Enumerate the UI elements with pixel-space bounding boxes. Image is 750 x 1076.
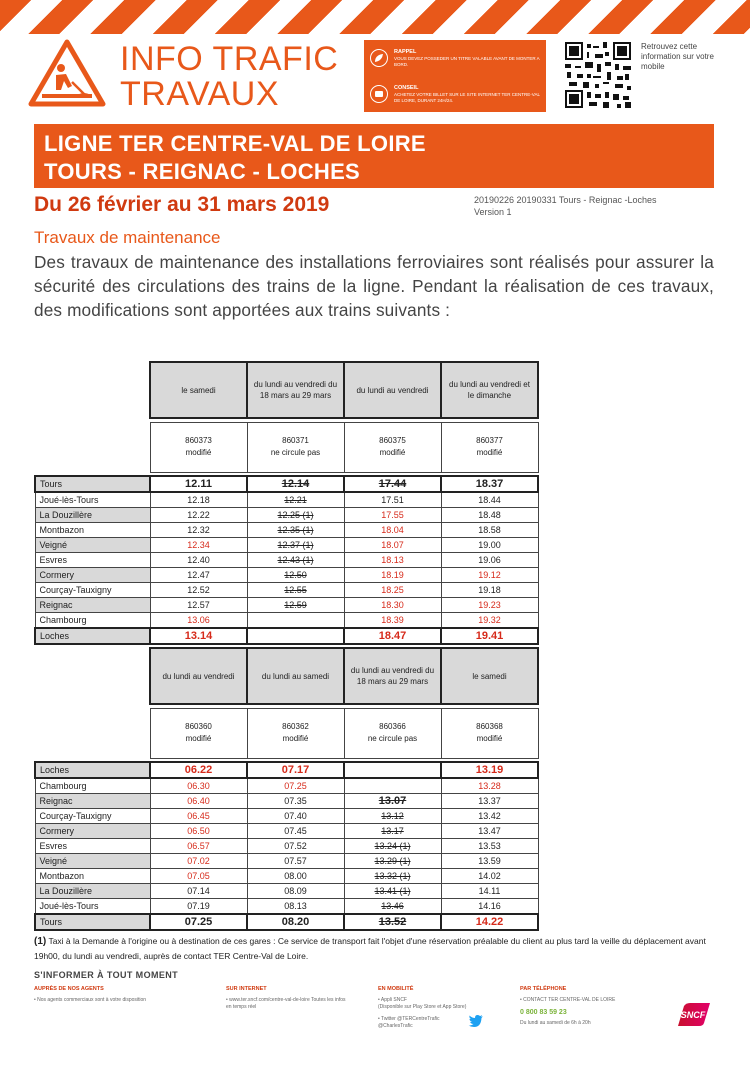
departure-time: 13.47 bbox=[441, 824, 538, 839]
table-row bbox=[35, 628, 538, 644]
departure-time: 12.52 bbox=[150, 583, 247, 598]
footnote-text: Taxi à la Demande à l'origine ou à destination de ces gares : Ce service de transport fait l'objet d'une réservation préalable du client au plus tard la veille du déplacement avant 19h00, du lundi au vendredi, auprès de contact TER Centre-Val de Loire. bbox=[34, 936, 706, 961]
train-status: modifié bbox=[185, 734, 212, 743]
footnote-mark: (1) bbox=[34, 936, 47, 947]
info-mobile bbox=[378, 986, 468, 1030]
info-heading: S'INFORMER À TOUT MOMENT bbox=[34, 970, 179, 980]
departure-time: 13.28 bbox=[441, 778, 538, 794]
table-row bbox=[35, 899, 538, 915]
agents-text: • Nos agents commerciaux sont à votre disposition bbox=[34, 996, 147, 1003]
station-name: Montbazon bbox=[35, 523, 150, 538]
promo-conseil bbox=[364, 76, 546, 112]
train-status: ne circule pas bbox=[270, 448, 321, 457]
train-status: modifié bbox=[476, 734, 503, 743]
departure-time: 12.55 bbox=[247, 583, 344, 598]
t1-train-col2 bbox=[247, 422, 344, 472]
train-number: 860366 bbox=[379, 722, 406, 731]
station-name: Montbazon bbox=[35, 869, 150, 884]
reference-version: Version 1 bbox=[474, 207, 512, 218]
departure-time bbox=[247, 613, 344, 629]
departure-time: 07.45 bbox=[247, 824, 344, 839]
departure-time: 13.29 (1) bbox=[344, 854, 441, 869]
train-number: 860362 bbox=[282, 722, 309, 731]
promo-box bbox=[364, 40, 546, 112]
departure-time: 19.06 bbox=[441, 553, 538, 568]
t1-header-col3: du lundi au vendredi bbox=[344, 362, 441, 418]
table-row bbox=[35, 508, 538, 523]
table-row bbox=[35, 538, 538, 553]
departure-time: 12.14 bbox=[247, 476, 344, 492]
departure-time: 18.13 bbox=[344, 553, 441, 568]
internet-text[interactable]: • www.ter.sncf.com/centre-val-de-loire Toutes les infos en temps réel bbox=[226, 996, 346, 1010]
departure-time: 13.42 bbox=[441, 809, 538, 824]
timetable-loches-tours bbox=[34, 647, 539, 931]
departure-time: 18.25 bbox=[344, 583, 441, 598]
departure-time: 07.05 bbox=[150, 869, 247, 884]
table-row bbox=[35, 762, 538, 778]
station-name: La Douzillère bbox=[35, 508, 150, 523]
departure-time: 06.40 bbox=[150, 794, 247, 809]
phone-hours: Du lundi au samedi de 6h à 20h bbox=[520, 1020, 591, 1027]
t2-header-col1: du lundi au vendredi bbox=[150, 648, 247, 704]
promo-conseil-heading: CONSEIL bbox=[394, 84, 419, 91]
departure-time: 18.37 bbox=[441, 476, 538, 492]
departure-time: 07.35 bbox=[247, 794, 344, 809]
departure-time: 07.14 bbox=[150, 884, 247, 899]
station-name: Veigné bbox=[35, 538, 150, 553]
agents-label: AUPRÈS DE NOS AGENTS bbox=[34, 986, 104, 992]
train-number: 860371 bbox=[282, 436, 309, 445]
leaves-icon bbox=[370, 49, 388, 67]
departure-time: 19.12 bbox=[441, 568, 538, 583]
date-range: Du 26 février au 31 mars 2019 bbox=[34, 193, 330, 216]
qr-code-icon bbox=[565, 42, 631, 108]
t2-train-col3 bbox=[344, 708, 441, 758]
t2-header-col3: du lundi au vendredi du 18 mars au 29 mars bbox=[344, 648, 441, 704]
departure-time: 12.57 bbox=[150, 598, 247, 613]
sncf-logo bbox=[672, 1002, 712, 1028]
info-internet bbox=[226, 986, 346, 1011]
departure-time: 18.04 bbox=[344, 523, 441, 538]
table-row bbox=[35, 583, 538, 598]
departure-time: 06.30 bbox=[150, 778, 247, 794]
title-info-trafic: INFO TRAFIC bbox=[120, 40, 339, 78]
departure-time: 18.48 bbox=[441, 508, 538, 523]
mobile-twitter[interactable]: • Twitter @TERCentreTrafic @CharlesTrafic bbox=[378, 1015, 440, 1029]
station-name: Loches bbox=[35, 762, 150, 778]
promo-rappel bbox=[364, 40, 546, 76]
train-status: modifié bbox=[379, 448, 406, 457]
promo-rappel-text: VOUS DEVEZ POSSEDER UN TITRE VALABLE AVANT DE MONTER A BORD. bbox=[394, 55, 540, 67]
departure-time: 13.37 bbox=[441, 794, 538, 809]
departure-time: 06.22 bbox=[150, 762, 247, 778]
phone-number[interactable]: 0 800 83 59 23 bbox=[520, 1008, 567, 1016]
train-number: 860368 bbox=[476, 722, 503, 731]
station-name: Reignac bbox=[35, 794, 150, 809]
table-row bbox=[35, 794, 538, 809]
station-name: Esvres bbox=[35, 553, 150, 568]
table-row bbox=[35, 869, 538, 884]
table-row bbox=[35, 568, 538, 583]
departure-time bbox=[344, 762, 441, 778]
train-number: 860360 bbox=[185, 722, 212, 731]
departure-time: 12.32 bbox=[150, 523, 247, 538]
line-banner bbox=[34, 124, 714, 188]
train-number: 860373 bbox=[185, 436, 212, 445]
info-phone bbox=[520, 986, 650, 1027]
departure-time: 19.23 bbox=[441, 598, 538, 613]
departure-time: 07.25 bbox=[247, 778, 344, 794]
departure-time: 18.44 bbox=[441, 492, 538, 508]
t1-train-col3 bbox=[344, 422, 441, 472]
departure-time: 14.11 bbox=[441, 884, 538, 899]
departure-time: 12.22 bbox=[150, 508, 247, 523]
departure-time: 07.40 bbox=[247, 809, 344, 824]
departure-time bbox=[344, 778, 441, 794]
intro-paragraph: Des travaux de maintenance des installations ferroviaires sont réalisés pour assurer la sécurité des circulations des trains de la ligne. Pendant la réalisation de ces travaux, des modifications sont apportées aux trains suivants : bbox=[34, 252, 714, 321]
departure-time: 13.53 bbox=[441, 839, 538, 854]
phone-contact: • CONTACT TER CENTRE-VAL DE LOIRE bbox=[520, 996, 616, 1003]
table-row bbox=[35, 914, 538, 930]
departure-time: 12.40 bbox=[150, 553, 247, 568]
mobile-app-sub: (Disponible sur Play Store et App Store) bbox=[378, 1003, 467, 1010]
table-row bbox=[35, 778, 538, 794]
departure-time: 13.46 bbox=[344, 899, 441, 915]
departure-time: 12.43 (1) bbox=[247, 553, 344, 568]
departure-time: 19.18 bbox=[441, 583, 538, 598]
t1-header-col2: du lundi au vendredi du 18 mars au 29 mars bbox=[247, 362, 344, 418]
departure-time: 13.06 bbox=[150, 613, 247, 629]
info-agents bbox=[34, 986, 194, 1004]
departure-time: 13.07 bbox=[344, 794, 441, 809]
departure-time: 12.47 bbox=[150, 568, 247, 583]
table-row bbox=[35, 492, 538, 508]
departure-time: 12.18 bbox=[150, 492, 247, 508]
departure-time: 12.25 (1) bbox=[247, 508, 344, 523]
departure-time: 08.13 bbox=[247, 899, 344, 915]
station-name: Reignac bbox=[35, 598, 150, 613]
station-name: Chambourg bbox=[35, 778, 150, 794]
departure-time: 07.25 bbox=[150, 914, 247, 930]
departure-time: 18.39 bbox=[344, 613, 441, 629]
t1-rows bbox=[35, 476, 538, 644]
t2-train-col4 bbox=[441, 708, 538, 758]
departure-time: 06.45 bbox=[150, 809, 247, 824]
station-name: Veigné bbox=[35, 854, 150, 869]
banner-route: TOURS - REIGNAC - LOCHES bbox=[44, 159, 361, 184]
internet-label: SUR INTERNET bbox=[226, 986, 267, 992]
departure-time: 14.22 bbox=[441, 914, 538, 930]
document-reference bbox=[474, 194, 656, 218]
t1-header-col4: du lundi au vendredi et le dimanche bbox=[441, 362, 538, 418]
station-name: La Douzillère bbox=[35, 884, 150, 899]
train-status: modifié bbox=[185, 448, 212, 457]
departure-time: 17.44 bbox=[344, 476, 441, 492]
timetable-tours-loches bbox=[34, 361, 539, 645]
departure-time: 12.21 bbox=[247, 492, 344, 508]
t1-train-col1 bbox=[150, 422, 247, 472]
section-title: Travaux de maintenance bbox=[34, 228, 221, 247]
departure-time: 13.24 (1) bbox=[344, 839, 441, 854]
t1-train-col4 bbox=[441, 422, 538, 472]
departure-time: 12.35 (1) bbox=[247, 523, 344, 538]
departure-time: 06.57 bbox=[150, 839, 247, 854]
roadworks-icon bbox=[28, 38, 106, 108]
table-row bbox=[35, 613, 538, 629]
table-row bbox=[35, 809, 538, 824]
train-status: modifié bbox=[476, 448, 503, 457]
departure-time: 07.57 bbox=[247, 854, 344, 869]
table-row bbox=[35, 824, 538, 839]
hazard-stripes bbox=[0, 0, 750, 34]
departure-time: 12.59 bbox=[247, 598, 344, 613]
station-name: Joué-lès-Tours bbox=[35, 492, 150, 508]
table-row bbox=[35, 839, 538, 854]
station-name: Esvres bbox=[35, 839, 150, 854]
departure-time: 13.41 (1) bbox=[344, 884, 441, 899]
departure-time: 13.32 (1) bbox=[344, 869, 441, 884]
mobile-app: • Appli SNCF bbox=[378, 996, 407, 1003]
departure-time: 18.30 bbox=[344, 598, 441, 613]
train-status: modifié bbox=[282, 734, 309, 743]
table-row bbox=[35, 523, 538, 538]
phone-label: PAR TÉLÉPHONE bbox=[520, 986, 567, 992]
departure-time: 12.50 bbox=[247, 568, 344, 583]
departure-time: 13.12 bbox=[344, 809, 441, 824]
departure-time: 07.19 bbox=[150, 899, 247, 915]
station-name: Cormery bbox=[35, 824, 150, 839]
train-number: 860377 bbox=[476, 436, 503, 445]
departure-time: 13.19 bbox=[441, 762, 538, 778]
t2-header-col4: le samedi bbox=[441, 648, 538, 704]
t2-train-col1 bbox=[150, 708, 247, 758]
departure-time: 07.02 bbox=[150, 854, 247, 869]
departure-time: 18.07 bbox=[344, 538, 441, 553]
departure-time: 18.58 bbox=[441, 523, 538, 538]
departure-time: 06.50 bbox=[150, 824, 247, 839]
train-number: 860375 bbox=[379, 436, 406, 445]
departure-time: 14.02 bbox=[441, 869, 538, 884]
station-name: Joué-lès-Tours bbox=[35, 899, 150, 915]
station-name: Courçay-Tauxigny bbox=[35, 809, 150, 824]
departure-time: 07.17 bbox=[247, 762, 344, 778]
table-row bbox=[35, 884, 538, 899]
station-name: Courçay-Tauxigny bbox=[35, 583, 150, 598]
departure-time: 12.37 (1) bbox=[247, 538, 344, 553]
title-travaux: TRAVAUX bbox=[120, 75, 280, 113]
departure-time: 19.41 bbox=[441, 628, 538, 644]
table-row bbox=[35, 553, 538, 568]
departure-time: 17.55 bbox=[344, 508, 441, 523]
departure-time: 14.16 bbox=[441, 899, 538, 915]
ticket-icon bbox=[370, 85, 388, 103]
departure-time: 07.52 bbox=[247, 839, 344, 854]
t1-header-col1: le samedi bbox=[150, 362, 247, 418]
table-row bbox=[35, 476, 538, 492]
table-row bbox=[35, 598, 538, 613]
twitter-icon bbox=[468, 1014, 484, 1028]
station-name: Chambourg bbox=[35, 613, 150, 629]
t2-rows bbox=[35, 762, 538, 930]
table-row bbox=[35, 854, 538, 869]
departure-time: 13.17 bbox=[344, 824, 441, 839]
promo-conseil-text: ACHETEZ VOTRE BILLET SUR LE SITE INTERNET TER CENTRE-VAL DE LOIRE, DURANT 24H/24. bbox=[394, 91, 540, 103]
departure-time: 18.47 bbox=[344, 628, 441, 644]
qr-caption: Retrouvez cette information sur votre mobile bbox=[641, 42, 714, 71]
departure-time: 17.51 bbox=[344, 492, 441, 508]
mobile-label: EN MOBILITÉ bbox=[378, 986, 414, 992]
banner-line-name: LIGNE TER CENTRE-VAL DE LOIRE bbox=[44, 131, 426, 156]
departure-time: 13.52 bbox=[344, 914, 441, 930]
t2-train-col2 bbox=[247, 708, 344, 758]
departure-time: 08.09 bbox=[247, 884, 344, 899]
t2-header-col2: du lundi au samedi bbox=[247, 648, 344, 704]
promo-rappel-heading: RAPPEL bbox=[394, 48, 417, 55]
departure-time: 19.00 bbox=[441, 538, 538, 553]
station-name: Loches bbox=[35, 628, 150, 644]
departure-time: 08.00 bbox=[247, 869, 344, 884]
departure-time: 12.34 bbox=[150, 538, 247, 553]
departure-time: 12.11 bbox=[150, 476, 247, 492]
station-name: Tours bbox=[35, 914, 150, 930]
departure-time: 18.19 bbox=[344, 568, 441, 583]
station-name: Cormery bbox=[35, 568, 150, 583]
departure-time: 19.32 bbox=[441, 613, 538, 629]
departure-time bbox=[247, 628, 344, 644]
departure-time: 13.14 bbox=[150, 628, 247, 644]
reference-code: 20190226 20190331 Tours - Reignac -Loches bbox=[474, 195, 657, 205]
departure-time: 08.20 bbox=[247, 914, 344, 930]
departure-time: 13.59 bbox=[441, 854, 538, 869]
sncf-logo-text: SNCF bbox=[680, 1010, 706, 1020]
train-status: ne circule pas bbox=[367, 734, 418, 743]
station-name: Tours bbox=[35, 476, 150, 492]
footnote bbox=[34, 934, 724, 964]
